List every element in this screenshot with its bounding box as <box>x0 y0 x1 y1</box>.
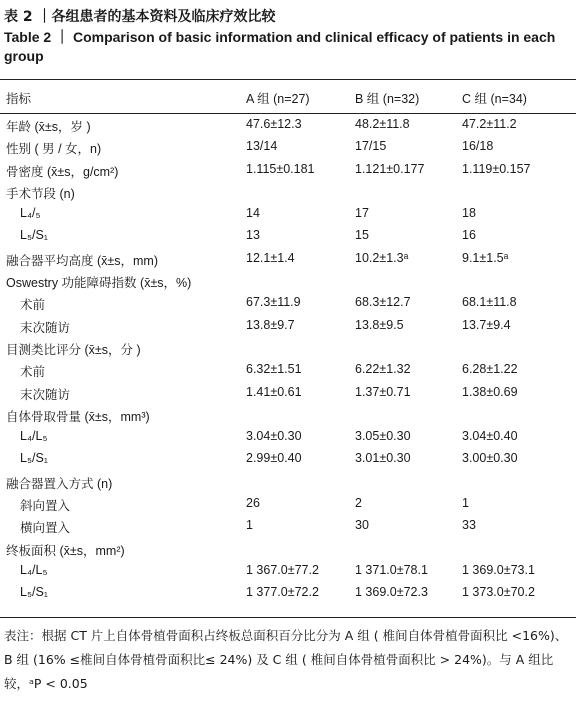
row-label: 骨密度 (x̄±s，g/cm²) <box>6 164 119 179</box>
cell-group-a: 67.3±11.9 <box>246 295 301 310</box>
table-row <box>0 336 576 358</box>
cell-group-b: 17/15 <box>355 139 387 154</box>
cell-group-c: 1 369.0±73.1 <box>462 562 535 577</box>
cell-group-a: 47.6±12.3 <box>246 117 302 131</box>
cell-group-c: 47.2±11.2 <box>462 117 517 131</box>
cell-group-a: 1.41±0.61 <box>246 384 302 399</box>
table-row <box>0 113 576 135</box>
row-label: 斜向置入 <box>20 499 71 514</box>
cell-group-a: 1.115±0.181 <box>246 161 315 176</box>
row-label: 终板面积 (x̄±s，mm²) <box>6 543 125 558</box>
table-row <box>0 381 576 403</box>
row-label: L₅/S₁ <box>20 585 49 600</box>
table-row <box>0 224 576 246</box>
row-label: L₄/L₅ <box>20 562 48 577</box>
cell-group-a: 3.04±0.30 <box>246 429 302 444</box>
row-label: 术前 <box>20 298 46 313</box>
table-title-en: Table 2 ｜ Comparison of basic information and clinical efficacy of patients in each group <box>4 29 556 64</box>
table-footnote: 表注：根据 CT 片上自体骨植骨面积占终板总面积百分比分为 A 组 ( 椎间自体骨植骨面积比 <16%)、B 组 (16% ≤椎间自体骨植骨面积比≤ 24%) 及 C 组 ( 椎间自体骨植骨面积比 > 24%)。与 A 组比较，ᵃP < 0.05 <box>4 628 568 691</box>
cell-group-c: 1 373.0±70.2 <box>462 585 535 600</box>
cell-group-b: 3.05±0.30 <box>355 429 411 444</box>
cell-group-b: 48.2±11.8 <box>355 117 410 131</box>
cell-group-b: 1 371.0±78.1 <box>355 562 428 577</box>
cell-group-c: 1.119±0.157 <box>462 161 531 176</box>
cell-group-c: 13.7±9.4 <box>462 317 511 332</box>
header-group-c: C 组 (n=34) <box>462 92 527 106</box>
row-label: L₄/L₅ <box>20 429 48 444</box>
cell-group-a: 6.32±1.51 <box>246 362 302 377</box>
cell-group-a: 26 <box>246 496 260 511</box>
table-row <box>0 202 576 224</box>
cell-group-b: 6.22±1.32 <box>355 362 411 377</box>
cell-group-b: 15 <box>355 228 369 243</box>
cell-group-a: 12.1±1.4 <box>246 250 295 265</box>
table-row <box>0 447 576 469</box>
cell-group-b: 17 <box>355 206 369 221</box>
cell-group-b: 1 369.0±72.3 <box>355 585 428 600</box>
row-label: 年龄 (x̄±s，岁 ) <box>6 120 91 134</box>
table-title-cn: 表 2 ｜各组患者的基本资料及临床疗效比较 <box>4 9 276 25</box>
row-label: Oswestry 功能障碍指数 (x̄±s，%) <box>6 276 192 291</box>
row-label: 末次随访 <box>20 320 71 335</box>
cell-group-a: 1 377.0±72.2 <box>246 585 319 600</box>
table-row <box>0 269 576 291</box>
table-row <box>0 358 576 380</box>
cell-group-b: 30 <box>355 518 369 533</box>
row-label: L₅/S₁ <box>20 228 49 243</box>
table-row <box>0 291 576 313</box>
row-label: 术前 <box>20 365 46 380</box>
table-row <box>0 514 576 536</box>
cell-group-b: 68.3±12.7 <box>355 295 411 310</box>
cell-group-c: 6.28±1.22 <box>462 362 518 377</box>
cell-group-a: 13 <box>246 228 260 243</box>
cell-group-b: 1.121±0.177 <box>355 161 425 176</box>
cell-group-c: 18 <box>462 206 476 221</box>
header-indicator: 指标 <box>6 92 32 106</box>
row-label: 横向置入 <box>20 521 71 536</box>
row-label: L₅/S₁ <box>20 451 49 466</box>
table-row <box>0 537 576 559</box>
table-row <box>0 180 576 202</box>
cell-group-c: 9.1±1.5ᵃ <box>462 250 509 265</box>
cell-group-c: 68.1±11.8 <box>462 295 517 310</box>
cell-group-a: 1 <box>246 518 253 533</box>
cell-group-c: 1.38±0.69 <box>462 384 518 399</box>
table-row <box>0 135 576 157</box>
cell-group-a: 13.8±9.7 <box>246 317 295 332</box>
cell-group-b: 2 <box>355 496 362 511</box>
cell-group-a: 1 367.0±77.2 <box>246 562 319 577</box>
cell-group-b: 13.8±9.5 <box>355 317 404 332</box>
cell-group-c: 3.04±0.40 <box>462 429 518 444</box>
cell-group-b: 1.37±0.71 <box>355 384 411 399</box>
table-header-row <box>0 80 576 113</box>
table-row <box>0 581 576 603</box>
table-row <box>0 470 576 492</box>
header-group-a: A 组 (n=27) <box>246 92 310 106</box>
table-row <box>0 314 576 336</box>
cell-group-c: 33 <box>462 518 476 533</box>
row-label: 末次随访 <box>20 387 71 402</box>
cell-group-c: 16/18 <box>462 139 494 154</box>
cell-group-c: 16 <box>462 228 476 243</box>
cell-group-c: 1 <box>462 496 469 511</box>
row-label: 手术节段 (n) <box>6 186 75 201</box>
table-row <box>0 559 576 581</box>
cell-group-b: 10.2±1.3ᵃ <box>355 250 409 265</box>
cell-group-b: 3.01±0.30 <box>355 451 411 466</box>
table-row <box>0 425 576 447</box>
row-label: 融合器平均高度 (x̄±s，mm) <box>6 253 158 268</box>
header-group-b: B 组 (n=32) <box>355 92 420 106</box>
table-bottom-rule <box>0 617 576 618</box>
table-row <box>0 158 576 180</box>
cell-group-a: 2.99±0.40 <box>246 451 302 466</box>
row-label: 性别 ( 男 / 女，n) <box>6 142 102 157</box>
table-row <box>0 492 576 514</box>
row-label: 自体骨取骨量 (x̄±s，mm³) <box>6 409 150 424</box>
cell-group-a: 14 <box>246 206 260 221</box>
row-label: L₄/₅ <box>20 206 41 221</box>
data-table <box>0 80 576 604</box>
cell-group-c: 3.00±0.30 <box>462 451 518 466</box>
table-row <box>0 403 576 425</box>
row-label: 融合器置入方式 (n) <box>6 476 113 491</box>
table-row <box>0 247 576 269</box>
cell-group-a: 13/14 <box>246 139 278 154</box>
table-body <box>0 113 576 604</box>
row-label: 目测类比评分 (x̄±s，分 ) <box>6 342 141 357</box>
